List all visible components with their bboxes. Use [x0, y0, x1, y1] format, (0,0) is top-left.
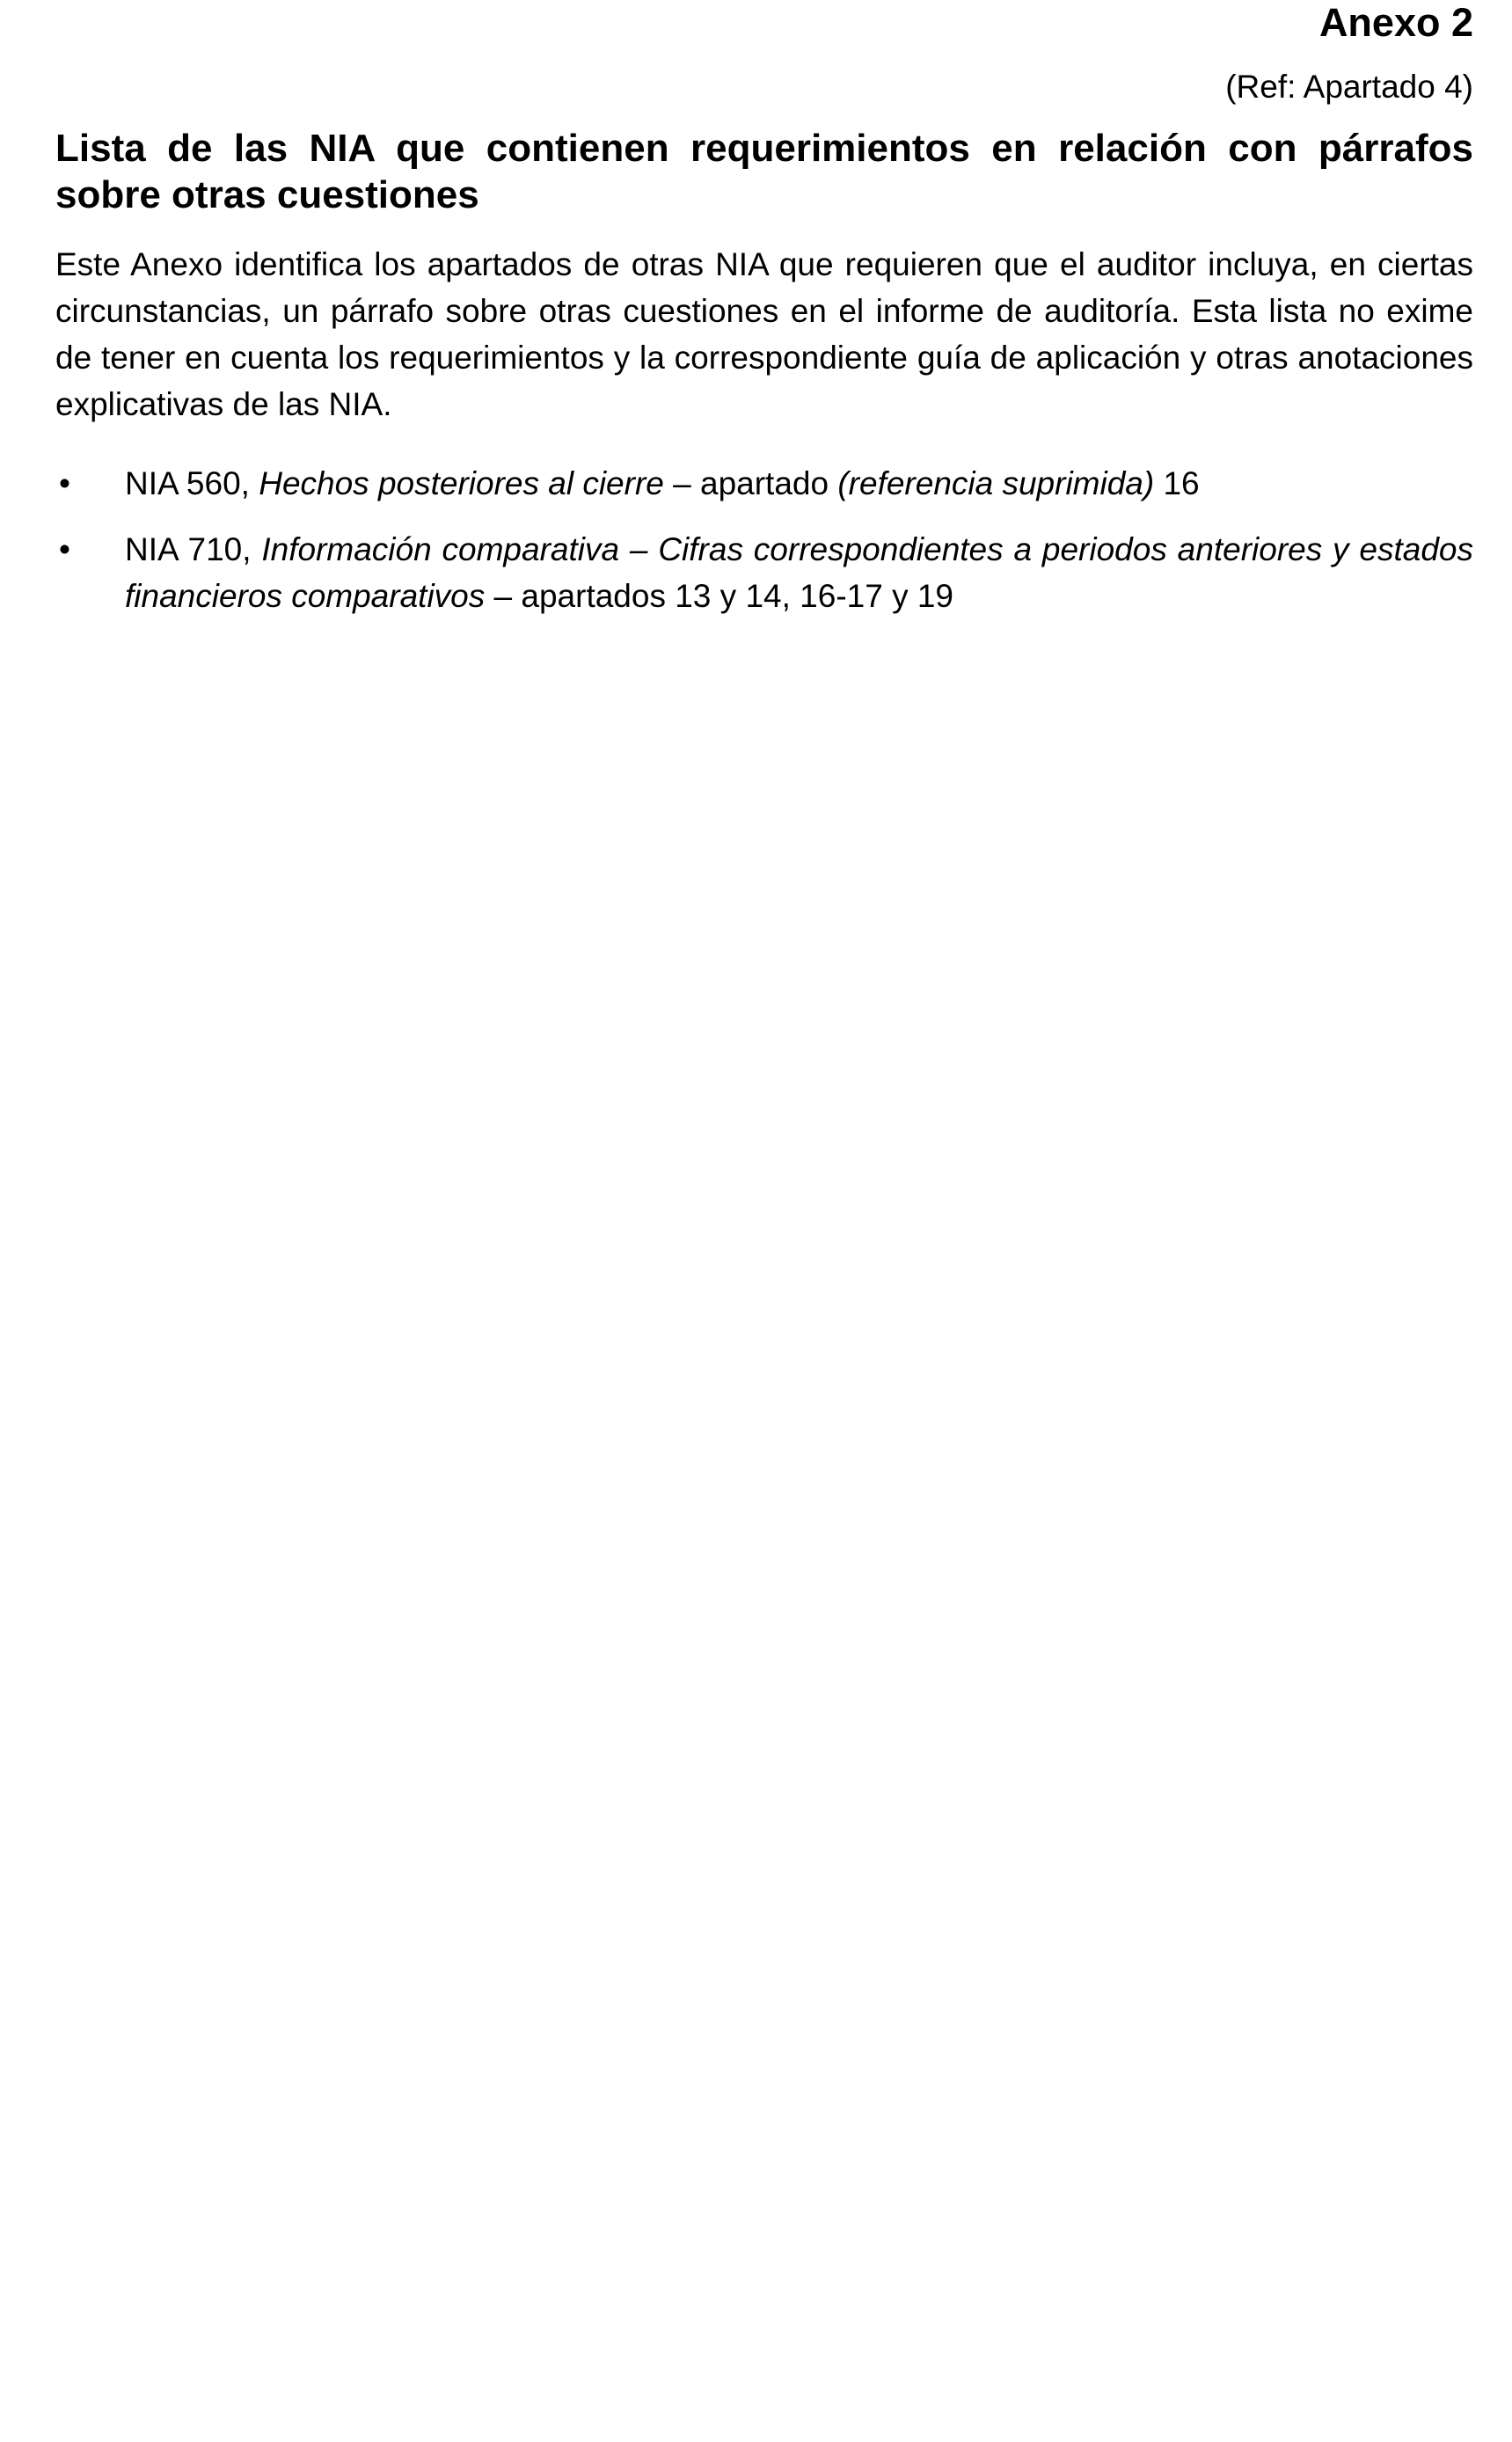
item-sections: – apartados 13 y 14, 16-17 y 19	[485, 578, 954, 614]
bullet-icon: •	[59, 465, 70, 501]
item-note: (referencia suprimida)	[837, 465, 1155, 501]
item-sections: 16	[1154, 465, 1200, 501]
item-code: NIA 710,	[125, 531, 262, 567]
document-page	[55, 0, 1473, 639]
item-title: Hechos posteriores al cierre	[259, 465, 664, 501]
bullet-icon: •	[59, 531, 70, 567]
intro-paragraph: Este Anexo identifica los apartados de otras NIA que requieren que el auditor incluya, en ciertas circunstancias, un párrafo sobre otras cuestiones en el informe de auditoría. Esta lista no exime de tener en cuenta los requerimientos y la correspondiente guía de aplicación y otras anotaciones explicativas de las NIA.	[55, 246, 1473, 422]
list-item-nia-710	[55, 526, 1473, 619]
item-code: NIA 560,	[125, 465, 259, 501]
list-item-nia-560	[55, 460, 1473, 507]
item-dash: – apartado	[663, 465, 838, 501]
annex-reference: (Ref: Apartado 4)	[1225, 69, 1473, 105]
nia-list	[55, 460, 1473, 619]
section-heading: Lista de las NIA que contienen requerimientos en relación con párrafos sobre otras cuestiones	[55, 127, 1473, 216]
item-title: Información comparativa – Cifras correspondientes a periodos anteriores y estados financieros comparativos	[125, 531, 1473, 614]
annex-title: Anexo 2	[1318, 0, 1473, 45]
